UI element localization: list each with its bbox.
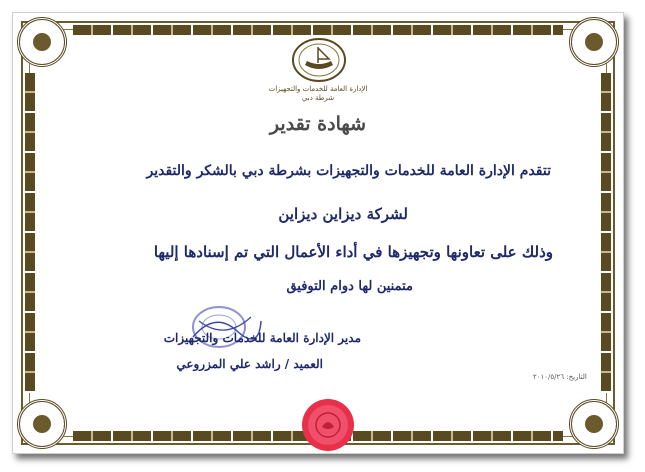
signatory-name: العميد / راشد علي المزروعي [176,357,323,371]
red-wax-seal-icon [300,397,356,453]
corner-medallion-icon [569,399,619,449]
issue-date: التاريخ: ٢٠١٠/٥/٢٦ [533,373,587,381]
dubai-police-emblem-icon [291,37,347,83]
top-ornamental-band [73,25,563,35]
wishes-line: متمنين لها دوام التوفيق [286,279,413,294]
body-line-reason: وذلك على تعاونها وتجهيزها في أداء الأعمال التي تم إسنادها إليها [153,243,553,261]
corner-medallion-icon [17,399,67,449]
certificate-page [12,12,624,454]
emblem-caption-line: شرطة دبي [301,94,335,102]
certificate-title: شهادة تقدير [269,113,367,135]
recipient-name: لشركة ديزاين ديزاين [278,205,408,223]
corner-medallion-icon [569,17,619,67]
left-ornamental-band [25,73,35,393]
right-ornamental-band [601,73,611,393]
body-line-thanks: تتقدم الإدارة العامة للخدمات والتجهيزات بشرطة دبي بالشكر والتقدير [146,163,551,179]
signatory-title: مدير الإدارة العامة للخدمات والتجهيزات [163,331,361,345]
emblem-caption-line: الإدارة العامة للخدمات والتجهيزات [268,85,368,93]
official-stamp-icon [185,301,263,355]
emblem-caption [263,85,373,103]
corner-medallion-icon [17,17,67,67]
